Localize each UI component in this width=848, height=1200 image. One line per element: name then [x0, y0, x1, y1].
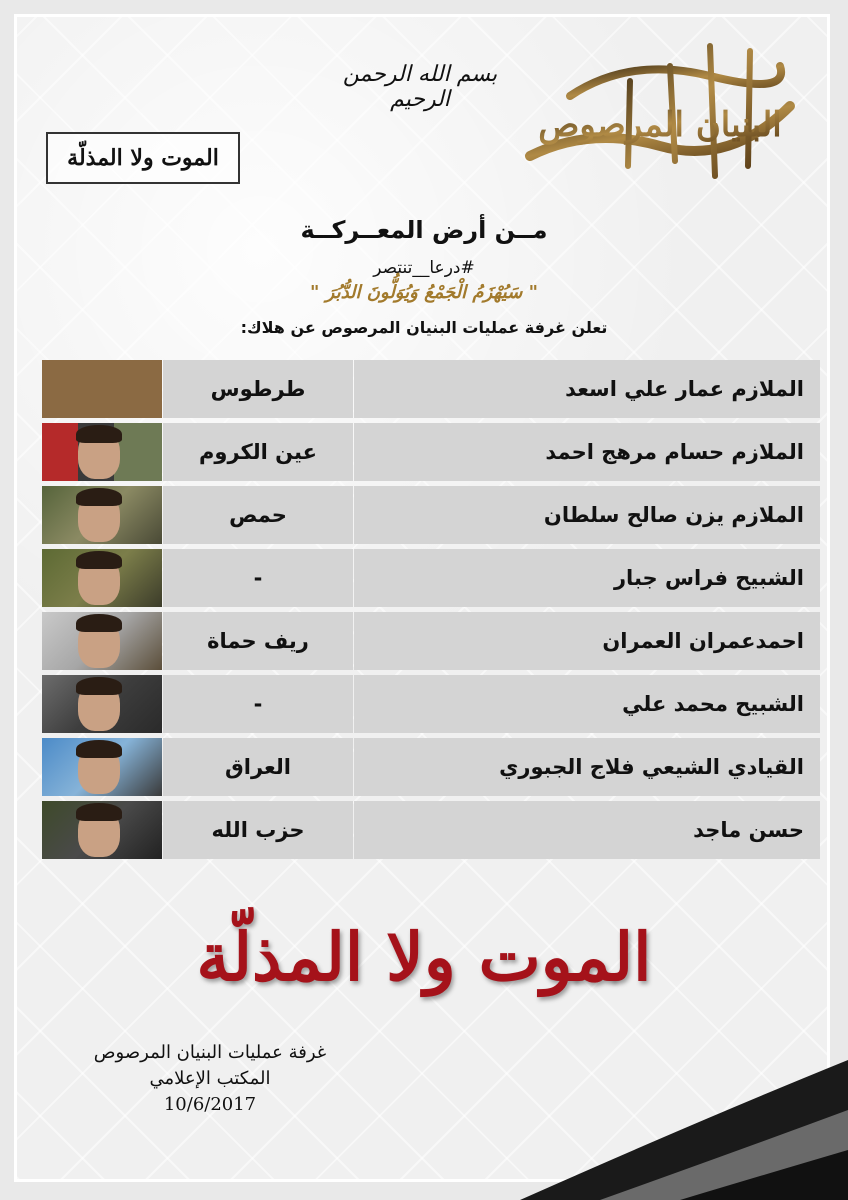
portrait-photo — [42, 801, 162, 859]
quran-verse: " سَيُهْزَمُ الْجَمْعُ وَيُوَلُّونَ الدُّبُرَ " — [310, 282, 538, 303]
footer-office: المكتب الإعلامي — [149, 1068, 271, 1089]
big-slogan: الموت ولا المذلّة — [196, 918, 652, 996]
name-cell: الشبيح محمد علي — [354, 675, 820, 733]
place-cell: طرطوس — [163, 360, 353, 418]
hashtag: #درعا__تنتصر — [373, 258, 475, 278]
portrait-photo — [42, 738, 162, 796]
name-cell: الملازم حسام مرهج احمد — [354, 423, 820, 481]
casualty-table — [42, 360, 822, 864]
footer-org: غرفة عمليات البنيان المرصوص — [93, 1042, 327, 1063]
portrait-photo — [42, 423, 162, 481]
table-row — [42, 549, 822, 607]
bunyan-marsous-logo — [510, 36, 800, 196]
footer-date: 10/6/2017 — [163, 1094, 257, 1115]
name-cell: الملازم يزن صالح سلطان — [354, 486, 820, 544]
place-cell: - — [163, 549, 353, 607]
bismillah: بسم الله الرحمن الرحيم — [342, 62, 498, 112]
table-row — [42, 423, 822, 481]
name-cell: الملازم عمار علي اسعد — [354, 360, 820, 418]
table-row — [42, 612, 822, 670]
slogan-box: الموت ولا المذلّة — [46, 132, 240, 184]
place-cell: حزب الله — [163, 801, 353, 859]
table-row — [42, 360, 822, 418]
table-row — [42, 738, 822, 796]
announcement: تعلن غرفة عمليات البنيان المرصوص عن هلاك: — [240, 318, 608, 337]
portrait-photo — [42, 675, 162, 733]
place-cell: ريف حماة — [163, 612, 353, 670]
place-cell: العراق — [163, 738, 353, 796]
footer — [60, 1040, 360, 1118]
portrait-photo — [42, 612, 162, 670]
name-cell: الشبيح فراس جبار — [354, 549, 820, 607]
name-cell: احمدعمران العمران — [354, 612, 820, 670]
portrait-photo — [42, 486, 162, 544]
table-row — [42, 486, 822, 544]
portrait-photo — [42, 549, 162, 607]
place-cell: - — [163, 675, 353, 733]
page-heading: مــن أرض المعــركــة — [300, 216, 548, 244]
photo-placeholder — [42, 360, 162, 418]
place-cell: حمص — [163, 486, 353, 544]
table-row — [42, 801, 822, 859]
logo-text: البنيان المرصوص — [538, 105, 782, 145]
place-cell: عين الكروم — [163, 423, 353, 481]
table-row — [42, 675, 822, 733]
name-cell: القيادي الشيعي فلاج الجبوري — [354, 738, 820, 796]
name-cell: حسن ماجد — [354, 801, 820, 859]
